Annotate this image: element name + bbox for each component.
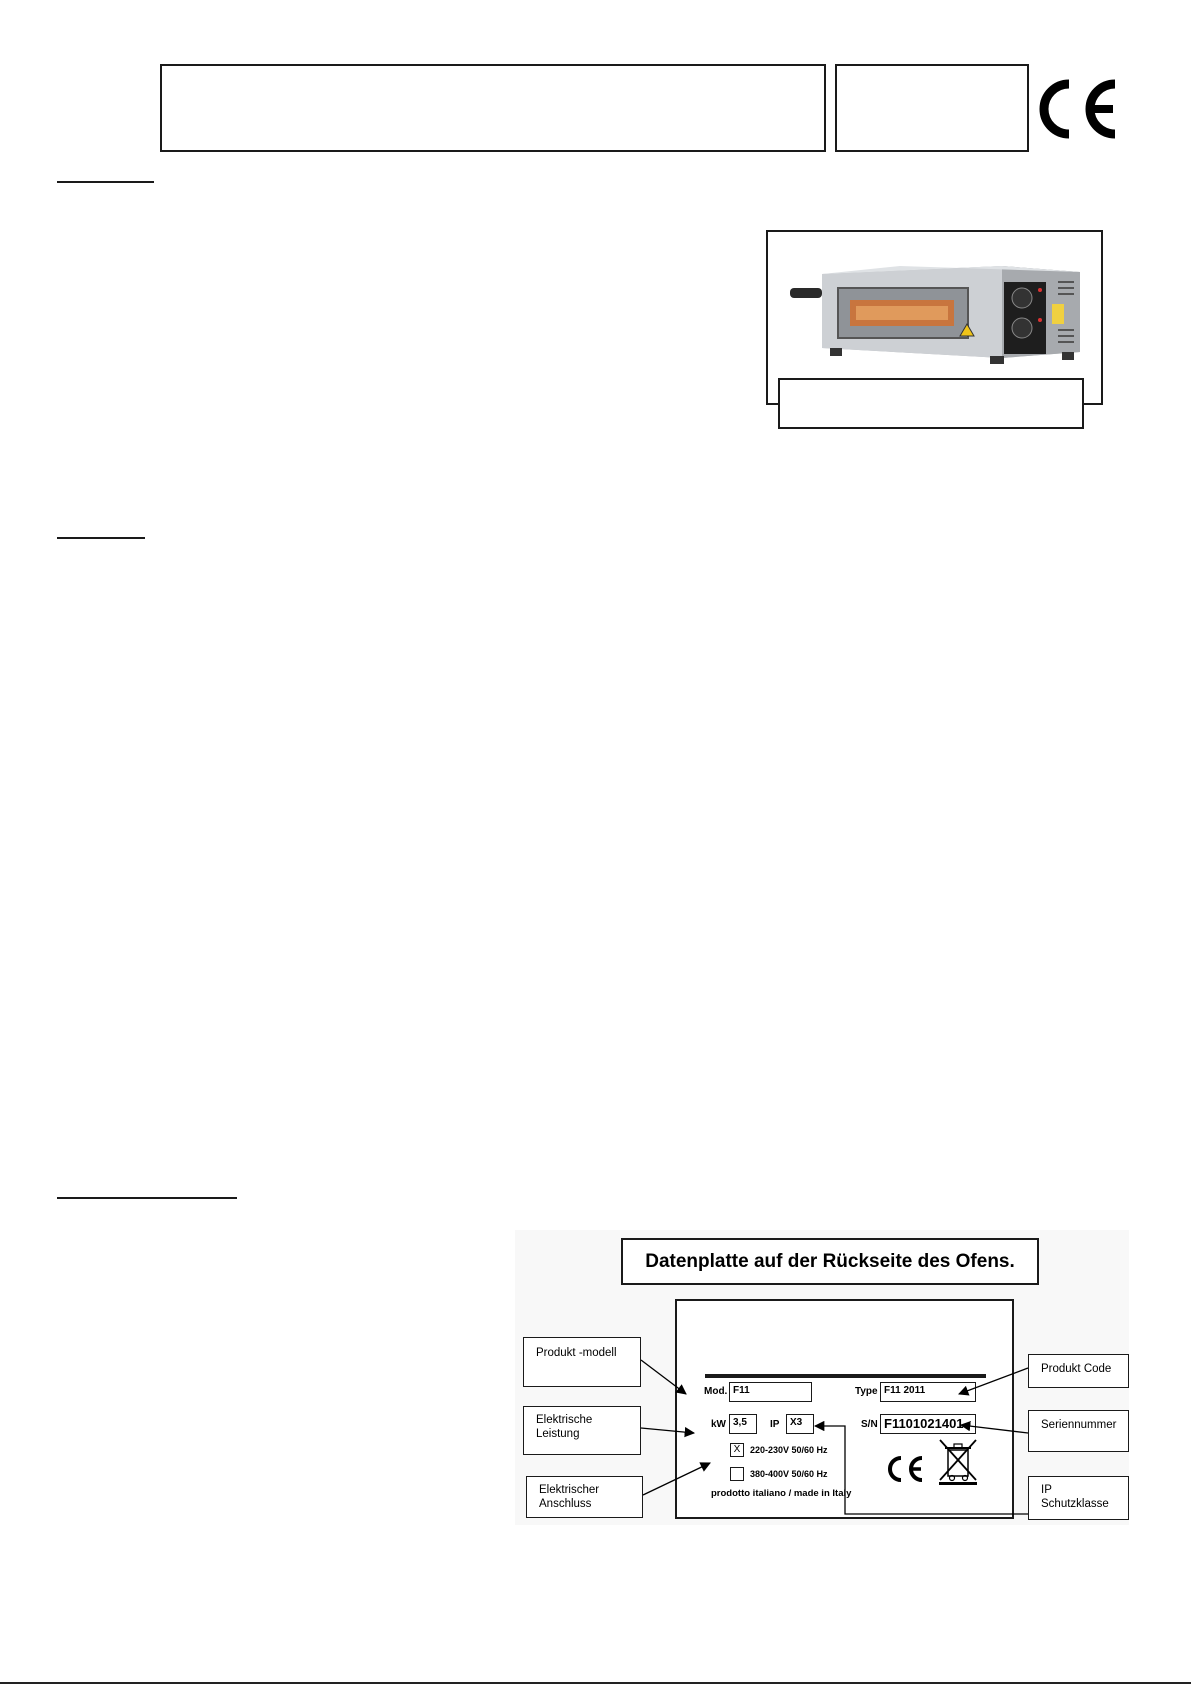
- origin-label: prodotto italiano / made in Italy: [711, 1488, 852, 1499]
- callout-elektrischer-anschluss-text-2: Anschluss: [539, 1498, 592, 1510]
- callout-elektrischer-anschluss-text-1: Elektrischer: [539, 1484, 600, 1496]
- callout-seriennummer: [1028, 1410, 1129, 1452]
- sn-value: F1101021401: [880, 1414, 976, 1434]
- callout-elektrische-leistung-text-2: Leistung: [536, 1428, 580, 1440]
- ip-label: IP: [770, 1419, 780, 1430]
- kw-value: 3,5: [729, 1414, 757, 1434]
- data-plate-bar: [705, 1374, 986, 1378]
- voltage-option-2-checkbox: [730, 1467, 744, 1481]
- product-photo-caption-box: [778, 378, 1084, 429]
- pizza-oven-photo: [790, 260, 1082, 370]
- page-bottom-rule: [0, 1682, 1191, 1684]
- callout-produkt-code-text: Produkt Code: [1041, 1363, 1112, 1375]
- callout-ip-schutzklasse-text-2: Schutzklasse: [1041, 1498, 1109, 1510]
- ce-mark-icon: [1033, 78, 1119, 140]
- voltage-option-1-label: 220-230V 50/60 Hz: [750, 1445, 828, 1455]
- mod-label: Mod.: [704, 1386, 728, 1397]
- kw-label: kW: [711, 1419, 726, 1430]
- callout-produkt-code: [1028, 1354, 1129, 1388]
- type-label: Type: [855, 1386, 878, 1397]
- header-code-box: [835, 64, 1029, 152]
- voltage-option-1-checkbox: X: [730, 1443, 744, 1457]
- section-2-heading-underline: [57, 537, 145, 539]
- section-1-heading-underline: [57, 181, 154, 183]
- header-title-box: [160, 64, 826, 152]
- callout-seriennummer-text: Seriennummer: [1041, 1419, 1117, 1431]
- callout-elektrische-leistung-text-1: Elektrische: [536, 1414, 593, 1426]
- data-plate-heading: Datenplatte auf der Rückseite des Ofens.: [621, 1238, 1039, 1285]
- mod-value: F11: [729, 1382, 812, 1402]
- sn-label: S/N: [861, 1419, 878, 1430]
- type-value: F11 2011: [880, 1382, 976, 1402]
- callout-ip-schutzklasse-text-1: IP: [1041, 1484, 1052, 1496]
- data-plate: [675, 1299, 1014, 1519]
- ip-value: X3: [786, 1414, 814, 1434]
- callout-produkt-modell: [523, 1337, 641, 1387]
- section-3-heading-underline: [57, 1197, 237, 1199]
- callout-elektrische-leistung: [523, 1406, 641, 1455]
- callout-elektrischer-anschluss: [526, 1476, 643, 1518]
- crossed-out-bin-icon: [937, 1436, 979, 1486]
- callout-ip-schutzklasse: [1028, 1476, 1129, 1520]
- callout-produkt-modell-text: Produkt -modell: [536, 1347, 617, 1359]
- voltage-option-2-label: 380-400V 50/60 Hz: [750, 1469, 828, 1479]
- ce-mark-icon: [885, 1455, 925, 1483]
